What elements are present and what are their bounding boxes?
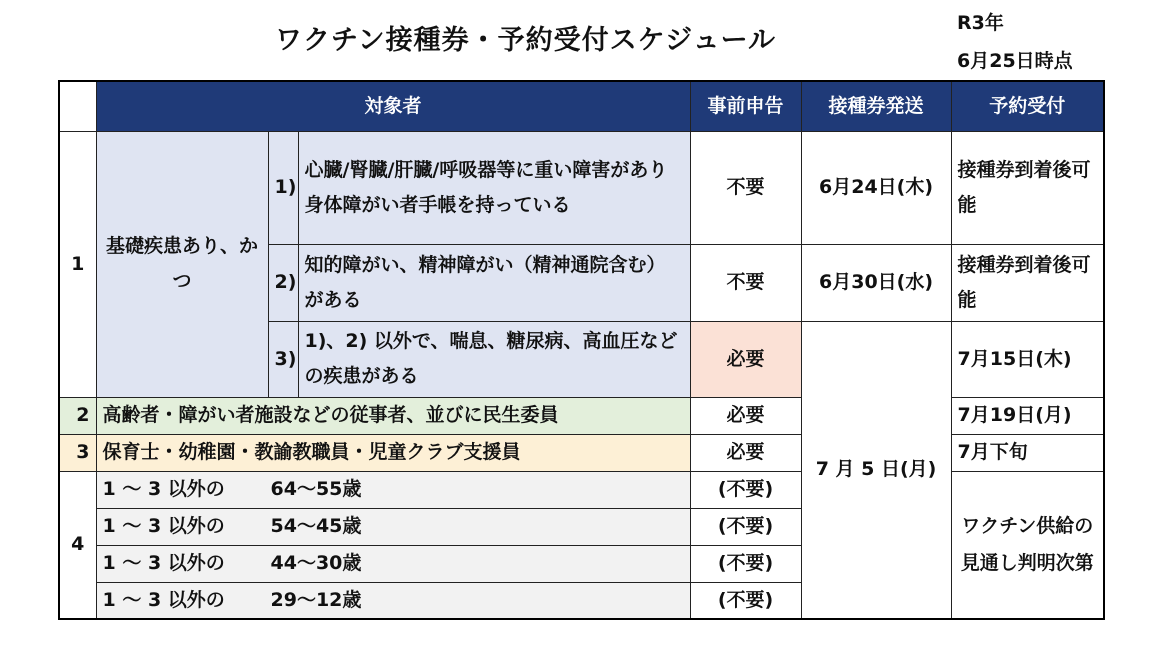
dispatch-date-cell: 6月24日(木) bbox=[801, 131, 951, 244]
reservation-cell: 接種券到着後可能 bbox=[951, 131, 1104, 244]
header-blank-cell bbox=[59, 81, 96, 131]
prior-report-cell: 不要 bbox=[690, 244, 801, 321]
header-target: 対象者 bbox=[96, 81, 690, 131]
sub-number: 2) bbox=[268, 244, 298, 321]
group-number: 1 bbox=[59, 131, 96, 397]
age-group-cell bbox=[96, 545, 690, 582]
age-group-cell bbox=[96, 582, 690, 619]
schedule-table bbox=[58, 80, 1105, 620]
header-voucher-dispatch: 接種券発送 bbox=[801, 81, 951, 131]
age-group-cell bbox=[96, 471, 690, 508]
prior-report-cell: 不要 bbox=[690, 131, 801, 244]
as-of-date: 6月25日時点 bbox=[957, 50, 1073, 72]
prior-report-cell: (不要) bbox=[690, 471, 801, 508]
age-group-label: 1 ～ 3 以外の bbox=[102, 478, 225, 500]
prior-report-cell: 必要 bbox=[690, 321, 801, 397]
page-title: ワクチン接種券・予約受付スケジュール bbox=[275, 25, 777, 56]
age-range: 64～55歳 bbox=[270, 478, 362, 500]
reservation-cell: 7月下旬 bbox=[951, 434, 1104, 471]
age-range: 44～30歳 bbox=[270, 552, 362, 574]
table-header-row bbox=[59, 81, 1104, 131]
reservation-cell: 7月15日(木) bbox=[951, 321, 1104, 397]
prior-report-cell: 必要 bbox=[690, 397, 801, 434]
reservation-cell: 接種券到着後可能 bbox=[951, 244, 1104, 321]
target-description: 心臓/腎臓/肝臓/呼吸器等に重い障害があり身体障がい者手帳を持っている bbox=[298, 131, 690, 244]
table-row bbox=[59, 131, 1104, 244]
dispatch-date-cell: 7 月 5 日(月) bbox=[801, 321, 951, 619]
header-prior-report: 事前申告 bbox=[690, 81, 801, 131]
prior-report-cell: (不要) bbox=[690, 582, 801, 619]
group-number: 3 bbox=[59, 434, 96, 471]
reservation-cell: 7月19日(月) bbox=[951, 397, 1104, 434]
age-group-label: 1 ～ 3 以外の bbox=[102, 515, 225, 537]
target-description: 1)、2) 以外で、喘息、糖尿病、高血圧などの疾患がある bbox=[298, 321, 690, 397]
sub-number: 1) bbox=[268, 131, 298, 244]
age-group-cell bbox=[96, 508, 690, 545]
target-description: 知的障がい、精神障がい（精神通院含む）がある bbox=[298, 244, 690, 321]
target-description: 高齢者・障がい者施設などの従事者、並びに民生委員 bbox=[96, 397, 690, 434]
group-number: 2 bbox=[59, 397, 96, 434]
target-description: 保育士・幼稚園・教諭教職員・児童クラブ支援員 bbox=[96, 434, 690, 471]
prior-report-cell: 必要 bbox=[690, 434, 801, 471]
age-group-label: 1 ～ 3 以外の bbox=[102, 552, 225, 574]
reservation-cell: ワクチン供給の見通し判明次第 bbox=[951, 471, 1104, 619]
dispatch-date-cell: 6月30日(水) bbox=[801, 244, 951, 321]
age-range: 29～12歳 bbox=[270, 588, 362, 611]
prior-report-cell: (不要) bbox=[690, 508, 801, 545]
header-reservation: 予約受付 bbox=[951, 81, 1104, 131]
group-number: 4 bbox=[59, 471, 96, 619]
age-range: 54～45歳 bbox=[270, 515, 362, 537]
sub-number: 3) bbox=[268, 321, 298, 397]
age-group-label: 1 ～ 3 以外の bbox=[102, 588, 225, 611]
group1-condition: 基礎疾患あり、かつ bbox=[96, 131, 268, 397]
prior-report-cell: (不要) bbox=[690, 545, 801, 582]
era-label: R3年 bbox=[957, 12, 1004, 34]
